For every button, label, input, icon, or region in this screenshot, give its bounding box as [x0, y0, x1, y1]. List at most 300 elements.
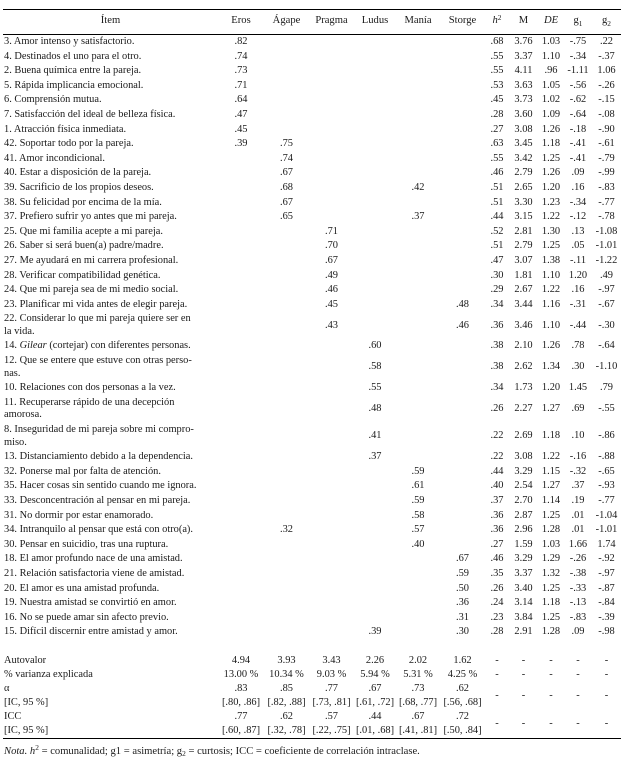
stat-cell: 2.69	[514, 430, 533, 442]
loading-cell	[309, 79, 354, 94]
stat-cell: 1.30	[541, 225, 561, 237]
loading-cell	[396, 552, 440, 567]
summary-value: [.60, .87]	[221, 724, 261, 736]
summary-value: .62	[280, 710, 293, 722]
stat-cell: .46	[490, 553, 504, 565]
loading-cell	[396, 254, 440, 269]
table-row	[3, 50, 621, 65]
loading-cell: .65	[280, 211, 293, 223]
loading-cell: .55	[368, 382, 382, 394]
loading-cell	[440, 509, 485, 524]
loading-cell: .48	[368, 403, 382, 415]
stat-cell: 3.42	[514, 152, 533, 164]
table-row	[3, 552, 621, 567]
stat-cell: 1.59	[514, 538, 533, 550]
loading-cell	[264, 509, 309, 524]
loading-cell	[440, 196, 485, 211]
table-row	[3, 494, 621, 509]
factor-loadings-table	[3, 9, 621, 739]
stat-cell: 3.60	[514, 108, 533, 120]
item-label: 10. Relaciones con dos personas a la vez.	[4, 382, 176, 394]
stat-cell: 1.23	[541, 196, 561, 208]
stat-cell: .13	[571, 225, 585, 237]
loading-cell	[264, 582, 309, 597]
stat-cell: 2.87	[514, 509, 533, 521]
loading-cell	[396, 239, 440, 254]
summary-value: 3.93	[277, 654, 296, 666]
stat-cell: 1.20	[568, 269, 588, 281]
loading-cell	[218, 596, 264, 611]
stat-cell: 1.73	[514, 382, 533, 394]
loading-cell	[396, 137, 440, 152]
item-label: 6. Comprensión mutua.	[4, 94, 102, 106]
summary-value: .83	[234, 682, 248, 694]
table-row	[3, 354, 621, 381]
loading-cell: .48	[456, 298, 469, 310]
loading-cell	[396, 35, 440, 50]
stat-cell: -.44	[569, 319, 587, 331]
loading-cell	[440, 166, 485, 181]
stat-cell: .23	[490, 611, 504, 623]
stat-cell: -.34	[569, 196, 587, 208]
stat-cell: 1.18	[541, 138, 561, 150]
stat-cell: 2.54	[514, 480, 533, 492]
summary-value: .73	[411, 682, 425, 694]
loading-cell	[309, 381, 354, 396]
stat-cell: 3.08	[514, 451, 533, 463]
dash-cell: -	[576, 717, 580, 729]
stat-cell: 1.09	[541, 108, 561, 120]
stat-cell: .34	[490, 298, 504, 310]
note-segment: 2	[182, 749, 186, 759]
loading-cell: .61	[411, 480, 425, 492]
loading-cell: .37	[411, 211, 425, 223]
loading-cell	[264, 494, 309, 509]
table-row	[3, 381, 621, 396]
stat-cell: .47	[490, 254, 504, 266]
loading-cell: .82	[234, 36, 248, 47]
dash-cell: -	[495, 654, 499, 666]
stat-cell: -.41	[569, 152, 587, 164]
loading-cell	[354, 552, 396, 567]
loading-cell	[218, 567, 264, 582]
stat-cell: .22	[490, 451, 504, 463]
dash-cell: -	[549, 668, 553, 680]
table-row	[3, 596, 621, 611]
col-header-h2: $h^2$	[485, 10, 509, 35]
stat-cell: 3.14	[514, 597, 533, 609]
loading-cell: .74	[280, 152, 293, 164]
stat-cell: 1.28	[541, 524, 561, 536]
loading-cell	[264, 35, 309, 50]
loading-cell	[440, 523, 485, 538]
col-header-ludus: Ludus	[354, 10, 396, 35]
loading-cell	[440, 396, 485, 423]
loading-cell	[309, 450, 354, 465]
table-row	[3, 254, 621, 269]
loading-cell	[309, 423, 354, 450]
loading-cell	[309, 523, 354, 538]
loading-cell	[309, 181, 354, 196]
dash-cell: -	[549, 654, 553, 666]
loading-cell	[354, 479, 396, 494]
summary-value: .62	[456, 682, 469, 694]
loading-cell	[309, 479, 354, 494]
stat-cell: .46	[490, 167, 504, 179]
stat-cell: 3.29	[514, 553, 533, 565]
loading-cell	[309, 35, 354, 50]
stat-cell: 1.25	[541, 240, 561, 252]
item-label: 26. Saber si será buen(a) padre/madre.	[4, 240, 164, 252]
stat-cell: -.98	[598, 626, 615, 638]
stat-cell: .09	[571, 626, 585, 638]
stat-cell: .55	[490, 65, 504, 77]
stat-cell: 3.44	[514, 298, 533, 310]
loading-cell: .74	[234, 50, 248, 62]
stat-cell: -.13	[569, 597, 587, 609]
loading-cell: .67	[280, 167, 293, 179]
stat-cell: .29	[490, 284, 504, 296]
loading-cell: .39	[368, 626, 382, 638]
stat-cell: .01	[571, 509, 585, 521]
stat-cell: -.65	[598, 465, 615, 477]
loading-cell	[440, 50, 485, 65]
stat-cell: -.75	[569, 36, 587, 47]
loading-cell	[396, 123, 440, 138]
loading-cell	[354, 538, 396, 553]
summary-value: 5.31 %	[403, 668, 433, 680]
loading-cell	[309, 494, 354, 509]
stat-cell: 1.06	[597, 65, 616, 77]
loading-cell: .75	[280, 138, 293, 150]
loading-cell	[218, 538, 264, 553]
stat-cell: 3.15	[514, 211, 533, 223]
loading-cell	[218, 269, 264, 284]
loading-cell: .46	[325, 284, 338, 296]
loading-cell	[440, 283, 485, 298]
loading-cell: .67	[280, 196, 293, 208]
stat-cell: .78	[571, 340, 585, 352]
stat-cell: -.31	[569, 298, 587, 310]
stat-cell: -.97	[598, 284, 615, 296]
col-header-g1: $g_1$	[564, 10, 592, 35]
loading-cell: .57	[411, 524, 425, 536]
loading-cell	[396, 79, 440, 94]
stat-cell: .34	[490, 382, 504, 394]
stat-cell: .44	[490, 211, 504, 223]
item-label: 18. El amor profundo nace de una amistad.	[4, 553, 183, 565]
table-row	[3, 123, 621, 138]
table-row	[3, 108, 621, 123]
stat-cell: -.64	[569, 108, 587, 120]
loading-cell	[396, 567, 440, 582]
item-label: 23. Planificar mi vida antes de elegir pareja.	[4, 298, 188, 310]
summary-value: [.32, .78]	[267, 724, 306, 736]
col-header-storge: Storge	[440, 10, 485, 35]
loading-cell	[309, 123, 354, 138]
loading-cell	[396, 269, 440, 284]
summary-value: .72	[456, 710, 469, 722]
summary-value: .67	[411, 710, 425, 722]
table-row	[3, 64, 621, 79]
loading-cell: .70	[325, 240, 338, 252]
stat-cell: 2.91	[514, 626, 533, 638]
loading-cell	[440, 381, 485, 396]
stat-cell: -.56	[569, 79, 587, 91]
stat-cell: 1.25	[541, 152, 561, 164]
loading-cell	[354, 137, 396, 152]
loading-cell	[396, 611, 440, 626]
table-row	[3, 509, 621, 524]
loading-cell	[264, 381, 309, 396]
stat-cell: 1.18	[541, 597, 561, 609]
stat-cell: 2.27	[514, 403, 533, 415]
stat-cell: 1.10	[541, 319, 561, 331]
loading-cell: .64	[234, 94, 248, 106]
loading-cell	[218, 254, 264, 269]
col-header-m: M	[509, 10, 538, 35]
stat-cell: 1.32	[541, 567, 561, 579]
table-row	[3, 210, 621, 225]
loading-cell	[309, 396, 354, 423]
stat-cell: 2.70	[514, 495, 533, 506]
table-row	[3, 538, 621, 553]
loading-cell	[264, 396, 309, 423]
summary-value: .77	[234, 710, 248, 722]
loading-cell	[218, 339, 264, 354]
item-label: 35. Hacer cosas sin sentido cuando me ignora.	[4, 480, 197, 492]
loading-cell	[440, 64, 485, 79]
loading-cell	[264, 254, 309, 269]
stat-cell: 3.37	[514, 567, 533, 579]
summary-value: 5.94 %	[360, 668, 390, 680]
loading-cell	[354, 50, 396, 65]
loading-cell	[218, 552, 264, 567]
loading-cell	[440, 152, 485, 167]
stat-cell: -.08	[598, 108, 615, 120]
col-header-item: Ítem	[3, 10, 218, 35]
stat-cell: 1.22	[541, 451, 561, 463]
stat-cell: 1.45	[568, 382, 588, 394]
loading-cell	[309, 596, 354, 611]
note-segment: = curtosis; ICC = coeficiente de correlación intraclase.	[185, 745, 420, 757]
stat-cell: -.90	[598, 123, 615, 135]
dash-cell: -	[549, 717, 553, 729]
loading-cell	[264, 625, 309, 640]
stat-cell: .49	[600, 269, 613, 281]
stat-cell: 1.27	[541, 480, 561, 492]
loading-cell	[440, 450, 485, 465]
stat-cell: .30	[490, 269, 504, 281]
table-row	[3, 582, 621, 597]
stat-cell: .52	[490, 225, 504, 237]
loading-cell	[440, 123, 485, 138]
loading-cell	[264, 269, 309, 284]
loading-cell	[440, 254, 485, 269]
stat-cell: -.15	[598, 94, 615, 106]
stat-cell: -.26	[598, 79, 615, 91]
stat-cell: .38	[490, 361, 504, 373]
loading-cell	[218, 494, 264, 509]
summary-value: [.41, .81]	[398, 724, 438, 736]
loading-cell: .31	[456, 611, 469, 623]
loading-cell: .49	[325, 269, 338, 281]
stat-cell: -.37	[598, 50, 615, 62]
summary-value: 1.62	[453, 654, 472, 666]
loading-cell	[354, 611, 396, 626]
stat-cell: .09	[571, 167, 585, 179]
loading-cell	[264, 567, 309, 582]
stat-cell: 3.30	[514, 196, 533, 208]
stat-cell: .53	[490, 79, 504, 91]
summary-value: 13.00 %	[223, 668, 259, 680]
loading-cell	[354, 254, 396, 269]
item-label: 31. No dormir por estar enamorado.	[4, 509, 154, 521]
loading-cell	[396, 166, 440, 181]
stat-cell: 3.29	[514, 465, 533, 477]
table-row	[3, 312, 621, 339]
loading-cell	[309, 166, 354, 181]
loading-cell: .30	[456, 626, 469, 638]
summary-value: 9.03 %	[316, 668, 347, 680]
summary-value: .85	[280, 682, 293, 694]
loading-cell	[354, 582, 396, 597]
stat-cell: -.55	[598, 403, 615, 415]
loading-cell	[440, 538, 485, 553]
item-label: 19. Nuestra amistad se convirtió en amor.	[4, 597, 177, 609]
loading-cell	[440, 137, 485, 152]
summary-value: .77	[325, 682, 338, 694]
loading-cell: .58	[368, 361, 382, 373]
loading-cell	[218, 479, 264, 494]
loading-cell	[264, 479, 309, 494]
stat-cell: 1.27	[541, 403, 561, 415]
stat-cell: 1.02	[541, 94, 561, 106]
loading-cell	[396, 582, 440, 597]
table-row	[3, 450, 621, 465]
stat-cell: .01	[571, 524, 585, 536]
loading-cell	[264, 465, 309, 480]
stat-cell: .96	[544, 65, 558, 77]
summary-value: 4.25 %	[447, 668, 478, 680]
loading-cell	[440, 269, 485, 284]
loading-cell: .36	[456, 597, 469, 609]
stat-cell: -.84	[598, 597, 615, 609]
stat-cell: -1.04	[595, 509, 618, 521]
item-label: 42. Soportar todo por la pareja.	[4, 138, 134, 150]
table-row	[3, 567, 621, 582]
stat-cell: .22	[600, 36, 613, 47]
loading-cell	[396, 283, 440, 298]
item-label: 8. Inseguridad de mi pareja sobre mi compro- miso.	[4, 424, 194, 448]
stat-cell: .55	[490, 50, 504, 62]
summary-value: [.01, .68]	[355, 724, 395, 736]
summary-value: 2.26	[365, 654, 385, 666]
stat-cell: 3.45	[514, 138, 533, 150]
loading-cell	[218, 225, 264, 240]
stat-cell: 1.22	[541, 284, 561, 296]
loading-cell	[440, 108, 485, 123]
item-label: 7. Satisfacción del ideal de belleza física.	[4, 108, 176, 120]
table-row	[3, 423, 621, 450]
dash-cell: -	[604, 654, 609, 666]
stat-cell: .19	[571, 495, 585, 506]
dash-cell: -	[576, 689, 580, 701]
stat-cell: .27	[490, 538, 504, 550]
loading-cell	[218, 465, 264, 480]
stat-cell: -.88	[598, 451, 615, 463]
stat-cell: .36	[490, 524, 504, 536]
item-label: 37. Prefiero sufrir yo antes que mi pareja.	[4, 211, 177, 223]
note-segment: = comunalidad; g1 = asimetría; g	[38, 745, 183, 757]
stat-cell: 1.10	[541, 50, 561, 62]
item-label: 38. Su felicidad por encima de la mía.	[4, 196, 162, 208]
loading-cell	[309, 567, 354, 582]
loading-cell	[396, 152, 440, 167]
stat-cell: -1.01	[595, 240, 618, 252]
stat-cell: -.26	[569, 553, 587, 565]
stat-cell: .55	[490, 152, 504, 164]
summary-value: [.73, .81]	[312, 696, 351, 708]
item-label: 28. Verificar compatibilidad genética.	[4, 269, 161, 281]
loading-cell	[218, 523, 264, 538]
stat-cell: -.92	[598, 553, 615, 565]
table-note	[4, 745, 620, 758]
loading-cell: .50	[456, 582, 469, 594]
stat-cell: -1.11	[567, 65, 589, 77]
loading-cell	[396, 50, 440, 65]
stat-cell: -1.08	[595, 225, 618, 237]
item-label: 40. Estar a disposición de la pareja.	[4, 167, 152, 179]
loading-cell	[264, 354, 309, 381]
summary-value: .67	[368, 682, 382, 694]
loading-cell	[354, 225, 396, 240]
loading-cell	[440, 239, 485, 254]
stat-cell: -.32	[569, 465, 587, 477]
loading-cell	[396, 354, 440, 381]
loading-cell: .32	[280, 524, 293, 536]
stat-cell: -.34	[569, 50, 587, 62]
item-label: 3. Amor intenso y satisfactorio.	[4, 36, 135, 47]
stat-cell: 3.73	[514, 94, 533, 106]
loading-cell	[218, 509, 264, 524]
stat-cell: -.18	[569, 123, 587, 135]
summary-label: ICC	[4, 710, 22, 722]
summary-value: [.56, .68]	[443, 696, 482, 708]
table-row	[3, 339, 621, 354]
stat-cell: 1.03	[541, 36, 561, 47]
item-label: 15. Difícil discernir entre amistad y amor.	[4, 626, 178, 638]
loading-cell	[309, 538, 354, 553]
stat-cell: 4.11	[514, 65, 533, 77]
item-label: 39. Sacrificio de los propios deseos.	[4, 181, 154, 193]
item-label: 32. Ponerse mal por falta de atención.	[4, 465, 161, 477]
loading-cell	[218, 354, 264, 381]
table-row	[3, 239, 621, 254]
loading-cell	[440, 225, 485, 240]
loading-cell	[396, 381, 440, 396]
loading-cell	[354, 239, 396, 254]
loading-cell	[440, 494, 485, 509]
stat-cell: -.77	[598, 495, 615, 506]
loading-cell	[396, 196, 440, 211]
stat-cell: 1.29	[541, 553, 561, 565]
loading-cell	[264, 596, 309, 611]
summary-value: [.68, .77]	[398, 696, 438, 708]
loading-cell	[264, 64, 309, 79]
loading-cell	[264, 239, 309, 254]
stat-cell: .63	[490, 138, 504, 150]
